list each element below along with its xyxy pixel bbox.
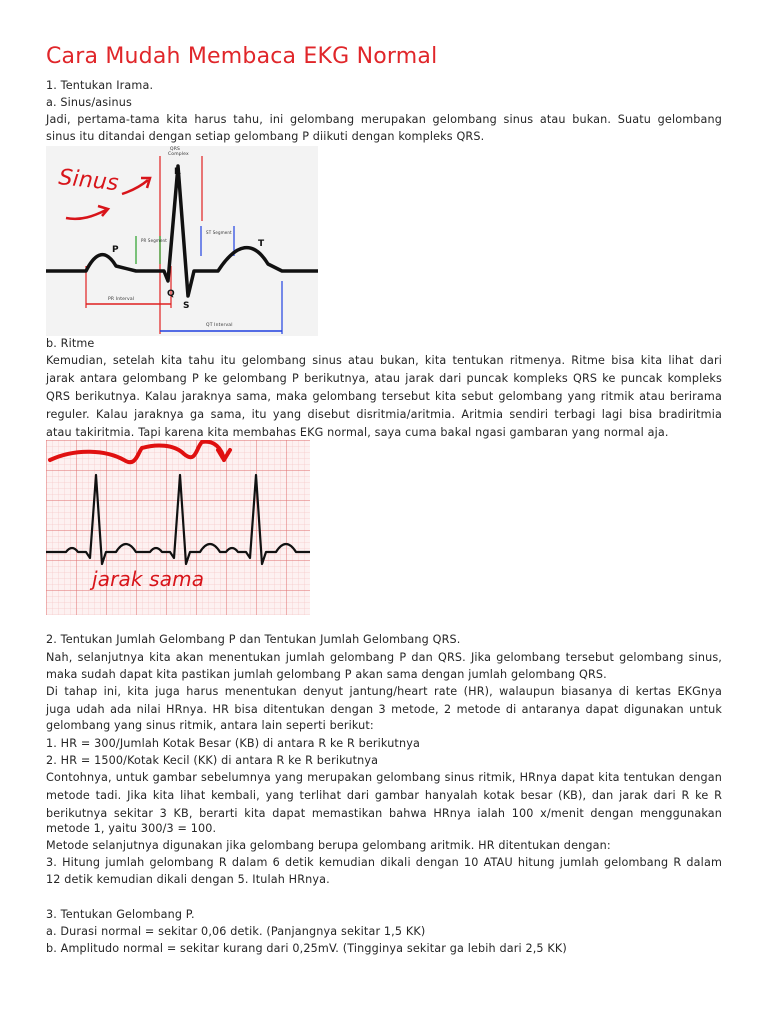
qrs-complex-label: QRS bbox=[170, 147, 180, 152]
subsection-b-heading: b. Ritme bbox=[46, 337, 95, 350]
handwritten-jarak-sama-label: jarak sama bbox=[92, 567, 205, 591]
text-line: Jadi, pertama-tama kita harus tahu, ini gelombang merupakan gelombang sinus atau bukan. Suatu gelombang bbox=[46, 113, 722, 126]
text-line: Kemudian, setelah kita tahu itu gelombang sinus atau bukan, kita tentukan ritmenya. Ritme bisa kita lihat dari bbox=[46, 354, 722, 367]
ecg-strip-regular-rhythm bbox=[46, 440, 310, 615]
text-line: juga udah ada nilai HRnya. HR bisa ditentukan dengan 3 metode, 2 metode di antaranya dapat digunakan untuk bbox=[46, 703, 722, 716]
text-line: 12 detik kemudian dikali dengan 5. Itulah HRnya. bbox=[46, 873, 330, 886]
text-line: berikutnya sekitar 3 KB, berarti kita dapat memastikan bahwa HRnya ialah 100 x/menit dengan menggunakan bbox=[46, 807, 722, 820]
p-wave-label: P bbox=[112, 245, 119, 255]
list-item-durasi: a. Durasi normal = sekitar 0,06 detik. (Panjangnya sekitar 1,5 KK) bbox=[46, 925, 426, 938]
text-line: sinus itu ditandai dengan setiap gelombang P diikuti dengan kompleks QRS. bbox=[46, 130, 485, 143]
pr-segment-label: PR Segment bbox=[141, 238, 167, 243]
ecg-waveform-diagram bbox=[46, 146, 318, 336]
paragraph-heart-rate bbox=[46, 683, 722, 719]
text-line: 3. Hitung jumlah gelombang R dalam 6 detik kemudian dikali dengan 10 ATAU hitung jumlah gelombang R dalam bbox=[46, 856, 722, 869]
qrs-complex-label-2: Complex bbox=[168, 152, 189, 157]
paragraph-ritme bbox=[46, 352, 722, 424]
text-line: Nah, selanjutnya kita akan menentukan jumlah gelombang P dan QRS. Jika gelombang tersebut gelombang sinus, bbox=[46, 651, 722, 664]
text-line: QRS berikutnya. Kalau jaraknya sama, maka gelombang tersebut kita sebut gelombang yang ritmik atau berirama bbox=[46, 390, 722, 403]
handwritten-sinus-label: Sinus bbox=[57, 165, 120, 197]
text-line: Di tahap ini, kita juga harus menentukan denyut jantung/heart rate (HR), walaupun biasanya di kertas EKGnya bbox=[46, 685, 722, 698]
paragraph-sinus bbox=[46, 111, 722, 129]
st-segment-label: ST Segment bbox=[206, 230, 232, 235]
pr-interval-label: PR Interval bbox=[108, 297, 135, 302]
q-wave-label: Q bbox=[167, 289, 175, 299]
page-title: Cara Mudah Membaca EKG Normal bbox=[46, 44, 438, 69]
t-wave-label: T bbox=[258, 239, 265, 249]
r-wave-label: R bbox=[174, 167, 182, 177]
list-item-method-1: 1. HR = 300/Jumlah Kotak Besar (KB) di antara R ke R berikutnya bbox=[46, 737, 420, 750]
subsection-a-heading: a. Sinus/asinus bbox=[46, 96, 133, 109]
paragraph-p-qrs bbox=[46, 649, 722, 667]
list-item-method-3 bbox=[46, 854, 722, 872]
text-line: metode tadi. Jika kita lihat kembali, yang terlihat dari gambar hanyalah kotak besar (KB), dan jarak dari R ke R bbox=[46, 789, 722, 802]
paragraph-example bbox=[46, 769, 722, 823]
text-line: gelombang yang sinus ritmik, antara lain seperti berikut: bbox=[46, 719, 374, 732]
text-line: metode 1, yaitu 300/3 = 100. bbox=[46, 822, 217, 835]
text-line: reguler. Kalau jaraknya ga sama, itu yang disebut disritmia/aritmia. Aritmia sendiri terbagi lagi bisa bradiritmia bbox=[46, 408, 722, 421]
text-line: jarak antara gelombang P ke gelombang P berikutnya, atau jarak dari puncak kompleks QRS ke puncak kompleks bbox=[46, 372, 722, 385]
paragraph-aritmik: Metode selanjutnya digunakan jika gelombang berupa gelombang aritmik. HR ditentukan dengan: bbox=[46, 839, 611, 852]
section-2-heading: 2. Tentukan Jumlah Gelombang P dan Tentukan Jumlah Gelombang QRS. bbox=[46, 633, 461, 646]
text-line: atau takiritmia. Tapi karena kita membahas EKG normal, saya cuma bakal ngasi gambaran yang normal aja. bbox=[46, 426, 669, 439]
list-item-amplitudo: b. Amplitudo normal = sekitar kurang dari 0,25mV. (Tingginya sekitar ga lebih dari 2,5 KK) bbox=[46, 942, 567, 955]
section-1-heading: 1. Tentukan Irama. bbox=[46, 79, 154, 92]
section-3-heading: 3. Tentukan Gelombang P. bbox=[46, 908, 195, 921]
qt-interval-label: QT Interval bbox=[206, 323, 233, 328]
s-wave-label: S bbox=[183, 301, 190, 311]
text-line: maka sudah dapat kita pastikan jumlah gelombang P akan sama dengan jumlah gelombang QRS. bbox=[46, 668, 607, 681]
text-line: Contohnya, untuk gambar sebelumnya yang merupakan gelombang sinus ritmik, HRnya dapat kita tentukan dengan bbox=[46, 771, 722, 784]
list-item-method-2: 2. HR = 1500/Kotak Kecil (KK) di antara R ke R berikutnya bbox=[46, 754, 379, 767]
